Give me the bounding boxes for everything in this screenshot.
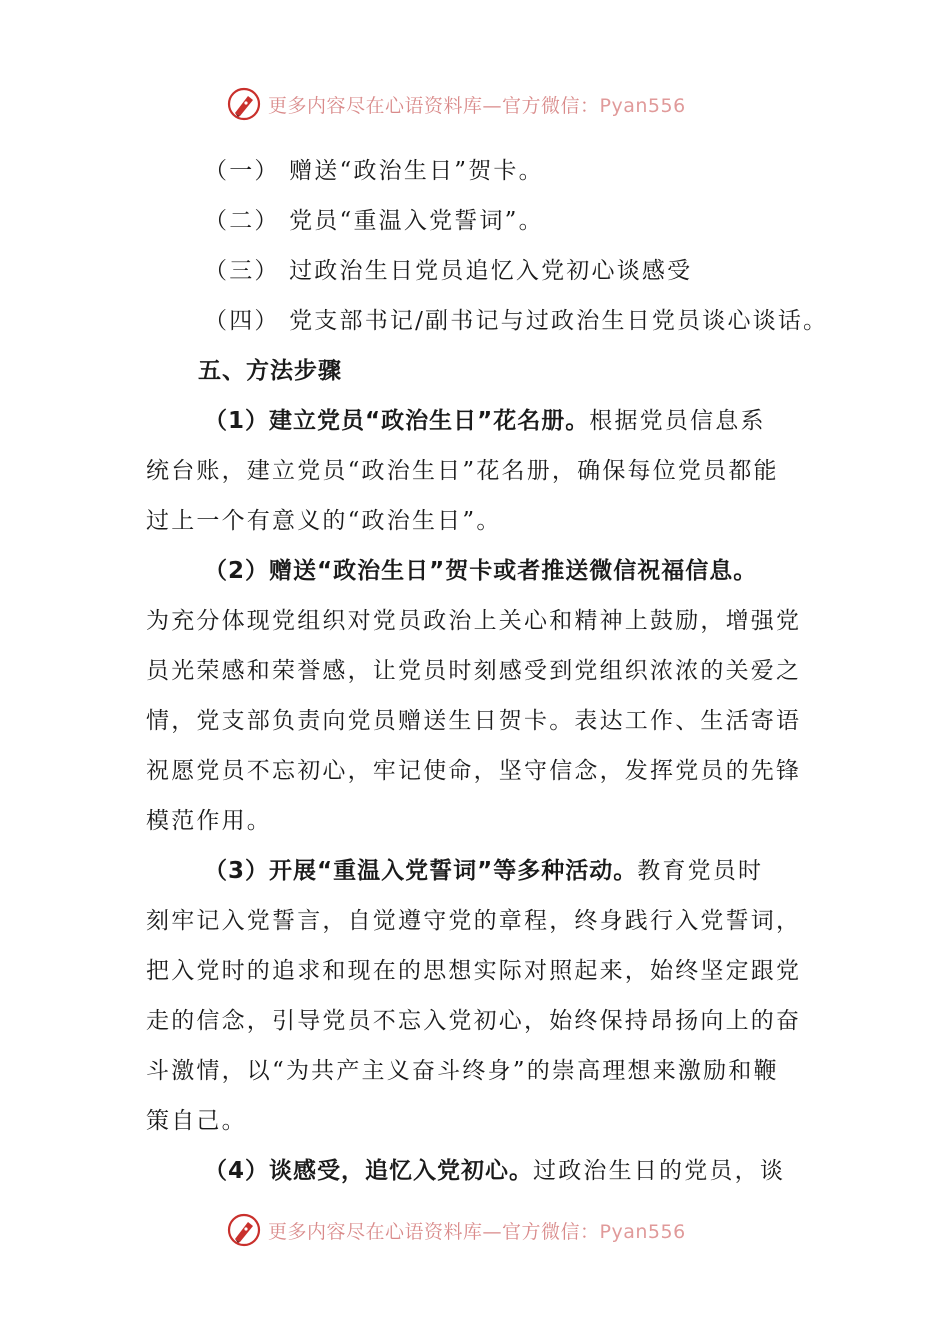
step-3-text: 教育党员时 (637, 858, 764, 884)
paragraph-line: 统台账，建立党员“政治生日”花名册，确保每位党员都能 (146, 458, 779, 484)
watermark-wechat-id: Pyan556 (599, 94, 686, 117)
watermark-banner-bottom (226, 1210, 746, 1250)
paragraph-line: 斗激情，以“为共产主义奋斗终身”的崇高理想来激励和鞭 (146, 1058, 779, 1084)
step-3-title: （3）开展“重温入党誓词”等多种活动。 (204, 858, 638, 884)
step-1-first-line (146, 396, 816, 446)
watermark-banner-top (226, 84, 746, 124)
list-item: （一） 赠送“政治生日”贺卡。 (204, 158, 544, 184)
paragraph-line: 模范作用。 (146, 808, 272, 834)
list-item: （二） 党员“重温入党誓词”。 (204, 208, 544, 234)
paragraph-line: 为充分体现党组织对党员政治上关心和精神上鼓励，增强党 (146, 608, 802, 634)
document-body (146, 146, 829, 1196)
list-item: （四） 党支部书记/副书记与过政治生日党员谈心谈话。 (204, 308, 829, 334)
step-1-text: 根据党员信息系 (589, 408, 766, 434)
step-3-first-line (146, 846, 816, 896)
step-1-title: （1）建立党员“政治生日”花名册。 (204, 408, 590, 434)
paragraph-line: 刻牢记入党誓言，自觉遵守党的章程，终身践行入党誓词， (146, 908, 802, 934)
list-item: （三） 过政治生日党员追忆入党初心谈感受 (204, 258, 693, 284)
paragraph-line: 情，党支部负责向党员赠送生日贺卡。表达工作、生活寄语 (146, 708, 802, 734)
section-heading: 五、方法步骤 (198, 358, 342, 384)
paragraph-line: 员光荣感和荣誉感，让党员时刻感受到党组织浓浓的关爱之 (146, 658, 802, 684)
paragraph-line: 过上一个有意义的“政治生日”。 (146, 508, 502, 534)
watermark-text: 更多内容尽在心语资料库—官方微信：Pyan556 (268, 1220, 686, 1243)
paragraph-line: 祝愿党员不忘初心，牢记使命，坚守信念，发挥党员的先锋 (146, 758, 802, 784)
step-4-first-line (146, 1146, 816, 1196)
step-2-first-line (146, 546, 816, 596)
step-4-text: 过政治生日的党员，谈 (533, 1158, 786, 1184)
paragraph-line: 把入党时的追求和现在的思想实际对照起来，始终坚定跟党 (146, 958, 802, 984)
watermark-wechat-id: Pyan556 (599, 1220, 686, 1243)
step-2-title: （2）赠送“政治生日”贺卡或者推送微信祝福信息。 (204, 558, 758, 584)
pen-nib-icon (226, 86, 262, 122)
pen-nib-icon (226, 1212, 262, 1248)
paragraph-line: 策自己。 (146, 1108, 247, 1134)
watermark-text: 更多内容尽在心语资料库—官方微信：Pyan556 (268, 94, 686, 117)
step-4-title: （4）谈感受，追忆入党初心。 (204, 1158, 534, 1184)
paragraph-line: 走的信念，引导党员不忘入党初心，始终保持昂扬向上的奋 (146, 1008, 802, 1034)
